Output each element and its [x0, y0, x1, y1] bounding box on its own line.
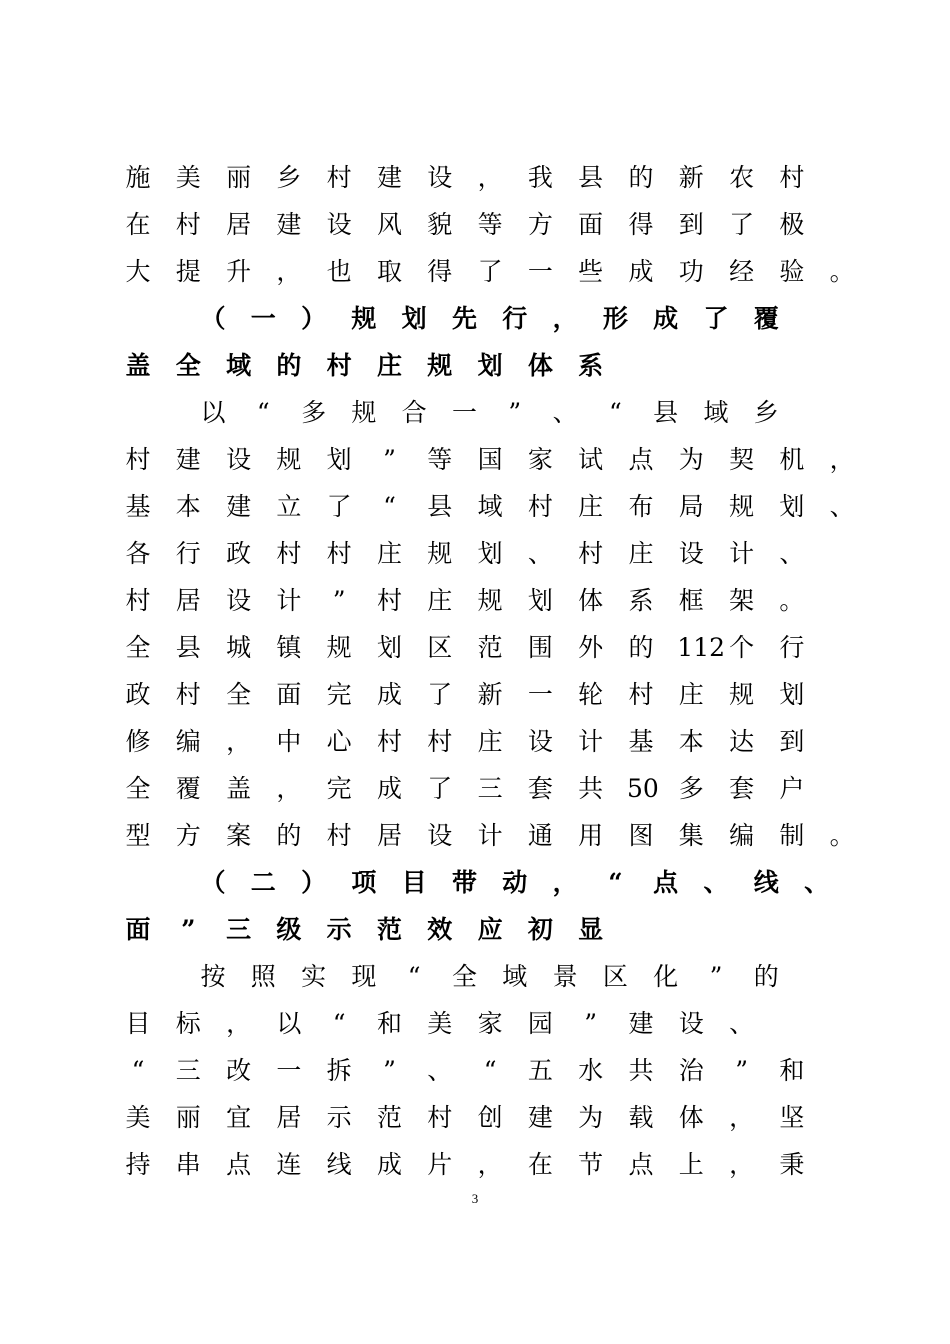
document-page: 施 美 丽 乡 村 建 设 ， 我 县 的 新 农 村 在 村 居 建 设 风 貌 等 方 面 得 到 了 极 大 提 升 ， 也 取 得 了 一 些 成 功 经 验 。 （ 一 ） 规 划 先 行 ， 形 成 了 覆 盖 全 域 的 村 庄 规 划 体 系 以 “ 多 规 合 一 ” 、 “ 县 域 乡 村 建 设 规 划 ” 等 国 家 试 点 为 契 机 ， 基 本 建 立 了 “ 县 域 村 庄 布 局 规 划 、 各 行 政 村 村 庄 规 划 、 村 庄 设 计 、 村 居 设 计 ” 村 庄 规 划 体 系 框 架 。 全 县 城 镇 规 划 区 范 围 外 的 112 个 行 政 村 全 面 完 成 了 新 一 轮 村 庄 规 划 修 编 ， 中 心 村 村 庄 设 计 基 本 达 到 全 覆 盖 ， 完 成 了 三 套 共 50 多 套 户 型 方 案 的 村 居 设 计 通 用 图 集 编 制 。 （ 二 ） 项 目 带 动 ， “ 点 、 线 、 面 ” 三 级 示 范 效 应 初 显 按 照 实 现 “ 全 域 景 区 化 ” 的 目 标 ， 以 “ 和 美 家 园 ” 建 设 、 “ 三 改 一 拆 ” 、 “ 五 水 共 治 ” 和 美 丽 宜 居 示 范 村 创 建 为 载 体 ， 坚 持 串 点 连 线 成 片 ， 在 节 点 上 ， 秉 3 — [0, 0, 950, 1344]
page-number: 3 — [471, 1191, 479, 1206]
